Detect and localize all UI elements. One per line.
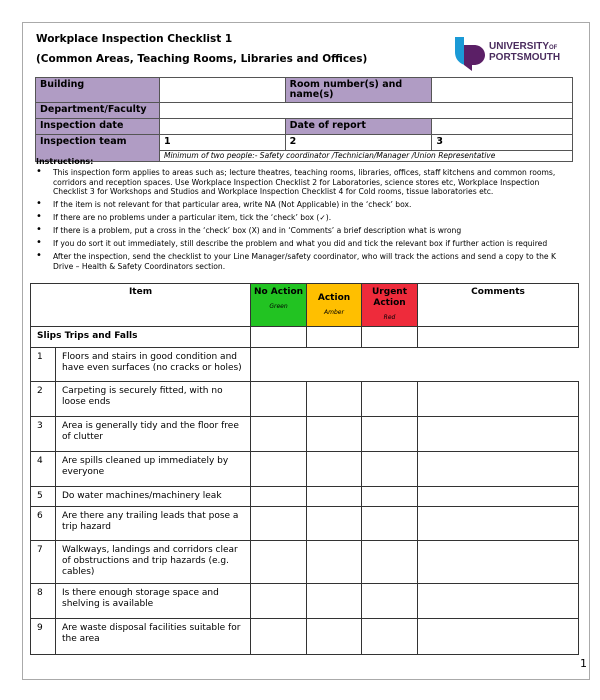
- inspection-date-field[interactable]: [159, 119, 285, 135]
- no-action-header: No Action Green: [251, 284, 307, 327]
- comments-cell[interactable]: [418, 327, 579, 348]
- item-number: 5: [31, 487, 56, 507]
- checklist-row: [31, 348, 579, 382]
- action-header: Action Amber: [307, 284, 362, 327]
- inspection-date-label: Inspection date: [36, 119, 160, 135]
- item-number: 4: [31, 452, 56, 487]
- building-label: Building: [36, 78, 160, 103]
- checklist-row: [31, 507, 579, 541]
- action-cell[interactable]: [307, 584, 362, 619]
- inspection-team-label: Inspection team: [36, 135, 160, 162]
- room-field[interactable]: [432, 78, 573, 103]
- urgent-action-cell[interactable]: [362, 584, 418, 619]
- action-cell[interactable]: [307, 507, 362, 541]
- item-text: Carpeting is securely fitted, with no loose ends: [56, 382, 251, 417]
- item-number: 7: [31, 541, 56, 584]
- date-of-report-label: Date of report: [285, 119, 432, 135]
- action-cell[interactable]: [307, 452, 362, 487]
- instruction-item: • If there is a problem, put a cross in the ‘check’ box (X) and in ‘Comments’ a brief description what is wrong: [36, 226, 576, 236]
- item-number: 2: [31, 382, 56, 417]
- action-cell[interactable]: [307, 327, 362, 348]
- instructions-heading: Instructions:: [36, 157, 94, 166]
- item-number: 1: [31, 348, 56, 382]
- checklist-row: [31, 619, 579, 655]
- inspection-details-table: [35, 77, 573, 162]
- checklist-table: [30, 283, 579, 655]
- checklist-row: [31, 417, 579, 452]
- comments-cell[interactable]: [418, 417, 579, 452]
- urgent-action-cell[interactable]: [362, 327, 418, 348]
- item-text: Are there any trailing leads that pose a trip hazard: [56, 507, 251, 541]
- item-text: Are waste disposal facilities suitable for the area: [56, 619, 251, 655]
- item-text: Walkways, landings and corridors clear of obstructions and trip hazards (e.g. cables): [56, 541, 251, 584]
- instruction-item: • This inspection form applies to areas such as; lecture theatres, teaching rooms, libraries, offices, staff kitchens and common rooms, corridors and reception spaces. Use Workplace Inspection Checklist 2 for Laboratories, science stores etc, Workplace Inspection Checklist 3 for Workshops and Studios and Workplace Inspection Checklist 4 for Cold rooms, tissue laboratories etc.: [36, 168, 576, 197]
- urgent-action-cell[interactable]: [362, 507, 418, 541]
- instruction-item: • If the item is not relevant for that particular area, write NA (Not Applicable) in the ‘check’ box.: [36, 200, 576, 210]
- no-action-cell[interactable]: [251, 487, 307, 507]
- comments-cell[interactable]: [418, 487, 579, 507]
- section-heading: Slips Trips and Falls: [31, 327, 251, 348]
- comments-cell[interactable]: [418, 619, 579, 655]
- team-note: Minimum of two people:- Safety coordinator /Technician/Manager /Union Representative: [159, 151, 572, 162]
- university-logo: UNIVERSITYOF PORTSMOUTH: [455, 37, 565, 71]
- no-action-cell[interactable]: [251, 541, 307, 584]
- checklist-row: [31, 382, 579, 417]
- date-of-report-field[interactable]: [432, 119, 573, 135]
- no-action-cell[interactable]: [251, 452, 307, 487]
- urgent-action-cell[interactable]: [362, 452, 418, 487]
- instruction-item: • If you do sort it out immediately, still describe the problem and what you did and tick the relevant box if further action is required: [36, 239, 576, 249]
- document-title: Workplace Inspection Checklist 1: [36, 33, 233, 45]
- comments-cell[interactable]: [418, 507, 579, 541]
- comments-header: Comments: [418, 284, 579, 327]
- urgent-action-cell[interactable]: [362, 382, 418, 417]
- item-header: Item: [31, 284, 251, 327]
- urgent-action-cell[interactable]: [362, 619, 418, 655]
- room-label: Room number(s) and name(s): [285, 78, 432, 103]
- comments-cell[interactable]: [418, 452, 579, 487]
- no-action-cell[interactable]: [251, 417, 307, 452]
- instruction-item: • If there are no problems under a particular item, tick the ‘check’ box (✓).: [36, 213, 576, 223]
- comments-cell[interactable]: [418, 584, 579, 619]
- no-action-cell[interactable]: [251, 327, 307, 348]
- team-member-1-field[interactable]: 1: [159, 135, 285, 151]
- urgent-action-cell[interactable]: [362, 417, 418, 452]
- action-cell[interactable]: [307, 619, 362, 655]
- item-number: 6: [31, 507, 56, 541]
- page-number: 1: [580, 657, 587, 670]
- document-subtitle: (Common Areas, Teaching Rooms, Libraries and Offices): [36, 53, 368, 65]
- instructions-list: [36, 168, 576, 275]
- instruction-item: • After the inspection, send the checklist to your Line Manager/safety coordinator, who will track the actions and send a copy to the K Drive – Health & Safety Coordinators section.: [36, 252, 576, 271]
- action-cell[interactable]: [307, 417, 362, 452]
- item-text: Floors and stairs in good condition and have even surfaces (no cracks or holes): [56, 348, 251, 382]
- comments-cell[interactable]: [418, 541, 579, 584]
- checklist-row: [31, 452, 579, 487]
- checklist-row: [31, 584, 579, 619]
- department-label: Department/Faculty: [36, 103, 160, 119]
- comments-cell[interactable]: [418, 382, 579, 417]
- action-cell[interactable]: [307, 487, 362, 507]
- logo-mark-icon: [455, 37, 487, 71]
- action-cell[interactable]: [307, 541, 362, 584]
- urgent-action-cell[interactable]: [362, 487, 418, 507]
- checklist-row: [31, 487, 579, 507]
- item-number: 9: [31, 619, 56, 655]
- item-text: Do water machines/machinery leak: [56, 487, 251, 507]
- action-cell[interactable]: [307, 382, 362, 417]
- item-number: 3: [31, 417, 56, 452]
- team-member-2-field[interactable]: 2: [285, 135, 432, 151]
- urgent-action-cell[interactable]: [362, 541, 418, 584]
- no-action-cell[interactable]: [251, 507, 307, 541]
- item-number: 8: [31, 584, 56, 619]
- item-text: Area is generally tidy and the floor free of clutter: [56, 417, 251, 452]
- building-field[interactable]: [159, 78, 285, 103]
- urgent-action-header: Urgent Action Red: [362, 284, 418, 327]
- item-text: Are spills cleaned up immediately by everyone: [56, 452, 251, 487]
- checklist-row: [31, 541, 579, 584]
- no-action-cell[interactable]: [251, 382, 307, 417]
- team-member-3-field[interactable]: 3: [432, 135, 573, 151]
- item-text: Is there enough storage space and shelving is available: [56, 584, 251, 619]
- department-field[interactable]: [159, 103, 572, 119]
- no-action-cell[interactable]: [251, 619, 307, 655]
- no-action-cell[interactable]: [251, 584, 307, 619]
